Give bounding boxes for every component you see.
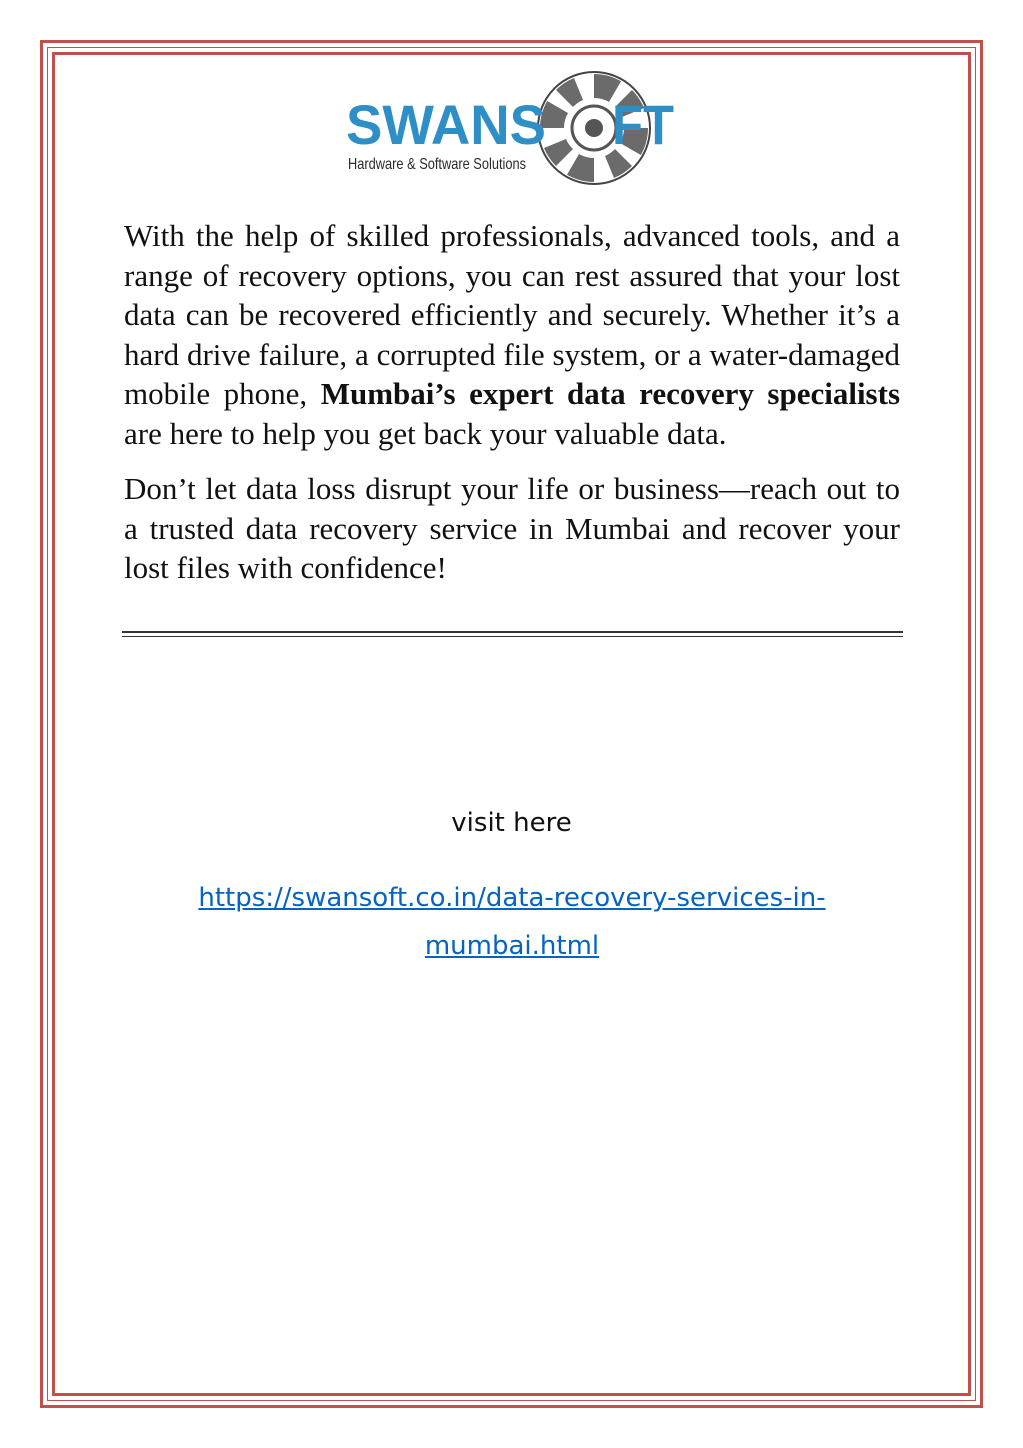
paragraph-call-to-action: Don’t let data loss disrupt your life or business—reach out to a trusted data recovery service in Mumbai and recover your lost files with confidence! bbox=[124, 471, 900, 585]
logo-word-left: SWANS bbox=[346, 93, 546, 156]
paragraph-intro-text: With the help of skilled professionals, advanced tools, and a range of recovery options, you can rest assured that your lost data can be recovered efficiently and securely. Whether it’s a hard drive failure, a corrupted file system, or a water-damaged mobile phone, bbox=[124, 218, 900, 411]
logo-tagline: Hardware & Software Solutions bbox=[348, 156, 526, 173]
visit-here-label: visit here bbox=[451, 808, 572, 838]
paragraph-intro-tail: are here to help you get back your valuable data. bbox=[124, 415, 727, 451]
swansoft-logo bbox=[344, 70, 680, 186]
logo-word-right: FT bbox=[612, 93, 674, 156]
body-content bbox=[124, 216, 900, 604]
url-line-2: mumbai.html bbox=[424, 931, 600, 961]
specialists-highlight: Mumbai’s expert data recovery specialists bbox=[320, 376, 901, 411]
swansoft-url-link[interactable] bbox=[124, 874, 900, 970]
disc-logo-icon bbox=[344, 70, 680, 186]
section-divider bbox=[122, 631, 903, 637]
paragraph-recovery-intro bbox=[124, 216, 900, 453]
url-line-1: https://swansoft.co.in/data-recovery-services-in- bbox=[198, 883, 826, 913]
